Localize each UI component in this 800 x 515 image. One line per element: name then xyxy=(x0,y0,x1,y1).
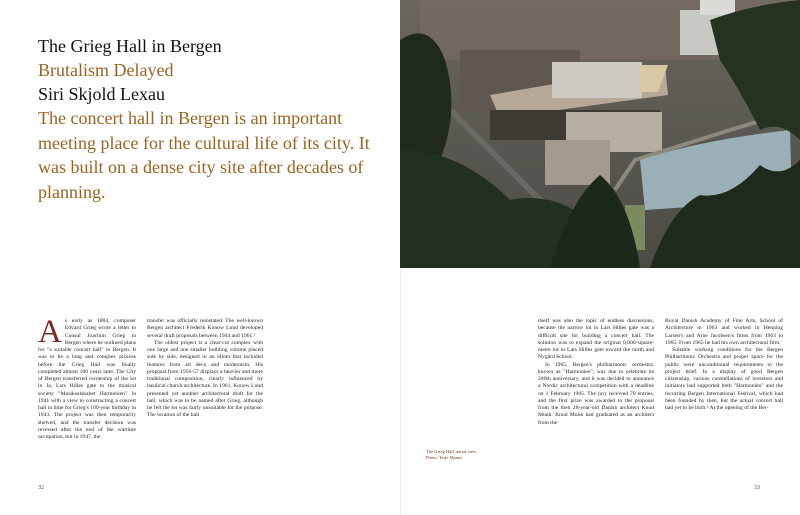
body-paragraph: transfer was officially reinstated. The well-known Bergen architect Frederik Konow Lund developed several draft proposals between 1944 and 1961.¹ xyxy=(147,318,263,339)
body-paragraph: The oldest project is a clear-cut complex with one large and one smaller building volume placed side by side, designed in an idiom that included features from art deco and modernism. His proposal from 1956-57 displays a heavier and more traditional composition, clearly influenced by basilical church architecture. In 1961, Konow Lund presented yet another architectural draft for the hall, which was to be named after Grieg, although he felt the lot was fairly unsuitable for the purpose. The location of the hall xyxy=(147,339,263,419)
aerial-photo-image xyxy=(400,0,800,268)
caption-line: The Grieg Hall, aerial view xyxy=(426,449,477,454)
photo-caption xyxy=(426,449,506,461)
article-lede: The concert hall in Bergen is an important meeting place for the cultural life of its city. It was built on a dense city site after decades of planning. xyxy=(38,108,370,202)
body-column-2 xyxy=(147,318,263,420)
body-column-3 xyxy=(538,318,654,427)
body-paragraph: s early as 1884, composer Edvard Grieg wrote a letter to Consul Joachim Grieg in Bergen where he outlined plans for "a suitable concert hall" in Bergen. It was to be a long and complex process before the Grieg Hall was finally completed almost 100 years later. The City of Bergen transferred ownership of the lot in Ja, Lars Hilles gate to the musical society "Musikselskabet Harmonien" in 1941 with a view to constructing a concert hall in time for Grieg's 100-year birthday in 1943. The project was then temporarily shelved, and the transfer decision was reversed after the end of the wartime occupation, but in 1947, the xyxy=(38,318,136,440)
article-header xyxy=(38,34,388,204)
body-column-4 xyxy=(665,318,783,412)
aerial-photo-illustration xyxy=(400,0,800,268)
page-number-left: 32 xyxy=(38,485,44,491)
body-paragraph: In 1965, Bergen's philharmonic orchestra, known as "Harmonien", was due to celebrate its 200th anniversary, and it was decided to announce a Nordic architectural competition with a deadline on 1 February 1965. The jury received 70 entries, and the first prize was awarded to the proposal from the then 28-year-old Danish architect Knud Munk. Knud Munk had graduated as an architect from the xyxy=(538,361,654,426)
body-paragraph: Suitable working conditions for the Bergen Philharmonic Orchestra and proper space for the public were unconditional requirements in the project brief. In a display of good Bergen citizenship, various constellations of investors and initiators had supported both "Harmonien" and the recurring Bergen International Festival, which had been founded by then, but the actual concert hall had yet to be built.² At the opening of the Ber- xyxy=(665,347,783,411)
body-paragraph: Royal Danish Academy of Fine Arts, School of Architecture in 1963 and worked in Henning Larsen's and Arne Jacobsen's firms from 1963 to 1965. From 1965 he had his own architectural firm. xyxy=(665,318,783,346)
article-title: The Grieg Hall in Bergen xyxy=(38,36,222,56)
page-number-right: 33 xyxy=(754,485,760,491)
article-author: Siri Skjold Lexau xyxy=(38,84,165,104)
caption-credit: Photo: Terje Moum xyxy=(426,455,462,460)
drop-cap: A xyxy=(38,314,62,350)
article-subtitle: Brutalism Delayed xyxy=(38,60,174,80)
body-paragraph: itself was also the topic of endless discussions, because the narrow lot in Lars Hilles gate was a difficult site for building a concert hall. The solution was to expand the original 6,000-square-metre lot in Lars Hilles gate toward the north and Nygård School. xyxy=(538,318,654,361)
body-column-1 xyxy=(38,314,136,441)
